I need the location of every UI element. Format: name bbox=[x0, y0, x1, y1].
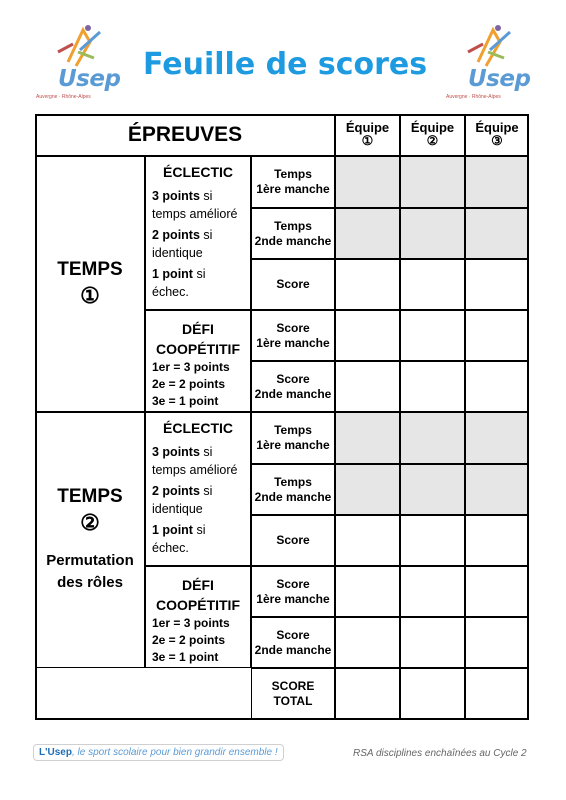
row-label-score: Score 2nde manche bbox=[251, 617, 335, 668]
team-number: ③ bbox=[491, 133, 503, 148]
category-subtitle: Permutation des rôles bbox=[46, 552, 134, 591]
logo-figure-icon bbox=[438, 22, 538, 72]
team-3-header bbox=[465, 114, 529, 156]
score-cell-team-2[interactable] bbox=[400, 515, 465, 566]
score-cell-team-3[interactable] bbox=[465, 412, 529, 464]
row-label-temps: Temps 1ère manche bbox=[251, 156, 335, 208]
page-title: Feuille de scores bbox=[143, 47, 428, 82]
logo-text: Usep bbox=[58, 66, 121, 92]
usep-logo-left bbox=[28, 22, 128, 100]
footer-brand: L'Usep bbox=[39, 747, 72, 758]
score-cell-team-3[interactable] bbox=[465, 566, 529, 617]
score-cell-team-1[interactable] bbox=[335, 259, 400, 310]
team-2-header bbox=[400, 114, 465, 156]
team-label: Équipe bbox=[410, 120, 455, 135]
points-line: 1er = 3 points bbox=[152, 616, 230, 630]
score-cell-team-1[interactable] bbox=[335, 361, 400, 412]
row-label-score: Score 1ère manche bbox=[251, 310, 335, 361]
row-label-score-total: SCORE TOTAL bbox=[251, 668, 335, 720]
score-cell-team-1[interactable] bbox=[335, 668, 400, 720]
team-1-header bbox=[335, 114, 400, 156]
points-line: 2e = 2 points bbox=[152, 377, 226, 391]
points-line: 3e = 1 point bbox=[152, 650, 219, 664]
eclectic-rules-1: ÉCLECTIC 3 points si temps amélioré 2 points si identique 1 point si échec. bbox=[145, 156, 251, 310]
score-table bbox=[35, 114, 529, 720]
points-line: 1er = 3 points bbox=[152, 360, 230, 374]
game-title: ÉCLECTIC bbox=[163, 420, 233, 436]
score-cell-team-3[interactable] bbox=[465, 668, 529, 720]
logo-text: Usep bbox=[468, 66, 531, 92]
category-title: TEMPS bbox=[57, 486, 123, 507]
logo-subtext: Auvergne · Rhône-Alpes bbox=[36, 94, 91, 100]
score-cell-team-2[interactable] bbox=[400, 310, 465, 361]
category-title: TEMPS bbox=[57, 259, 123, 280]
footer-slogan bbox=[33, 744, 284, 761]
logo-figure-icon bbox=[28, 22, 128, 72]
score-cell-team-3[interactable] bbox=[465, 361, 529, 412]
eclectic-rules-2: ÉCLECTIC 3 points si temps amélioré 2 points si identique 1 point si échec. bbox=[145, 412, 251, 566]
score-cell-team-2[interactable] bbox=[400, 617, 465, 668]
category-temps-1 bbox=[35, 156, 145, 412]
row-label-temps: Temps 2nde manche bbox=[251, 208, 335, 259]
category-number: ② bbox=[80, 510, 100, 535]
points-line: 2e = 2 points bbox=[152, 633, 226, 647]
score-cell-team-3[interactable] bbox=[465, 617, 529, 668]
score-cell-team-1[interactable] bbox=[335, 464, 400, 515]
team-number: ① bbox=[361, 133, 374, 148]
category-temps-2 bbox=[35, 412, 145, 668]
row-label-score: Score bbox=[251, 259, 335, 310]
score-cell-team-1[interactable] bbox=[335, 208, 400, 259]
score-cell-team-1[interactable] bbox=[335, 310, 400, 361]
footer-reference: RSA disciplines enchaînées au Cycle 2 bbox=[353, 748, 527, 759]
score-cell-team-3[interactable] bbox=[465, 515, 529, 566]
row-label-temps: Temps 1ère manche bbox=[251, 412, 335, 464]
category-number: ① bbox=[80, 283, 100, 308]
score-cell-team-2[interactable] bbox=[400, 668, 465, 720]
usep-logo-right bbox=[438, 22, 538, 100]
score-cell-team-2[interactable] bbox=[400, 259, 465, 310]
team-label: Équipe bbox=[345, 120, 390, 135]
score-cell-team-2[interactable] bbox=[400, 156, 465, 208]
score-cell-team-1[interactable] bbox=[335, 566, 400, 617]
score-cell-team-3[interactable] bbox=[465, 156, 529, 208]
defi-rules-2 bbox=[145, 566, 251, 668]
game-title: ÉCLECTIC bbox=[163, 164, 233, 180]
footer-tagline: , le sport scolaire pour bien grandir ensemble ! bbox=[71, 747, 278, 758]
team-number: ② bbox=[426, 133, 439, 148]
score-cell-team-1[interactable] bbox=[335, 156, 400, 208]
score-cell-team-3[interactable] bbox=[465, 464, 529, 515]
score-cell-team-3[interactable] bbox=[465, 259, 529, 310]
score-cell-team-2[interactable] bbox=[400, 361, 465, 412]
score-cell-team-3[interactable] bbox=[465, 208, 529, 259]
score-cell-team-1[interactable] bbox=[335, 617, 400, 668]
defi-rules-1 bbox=[145, 310, 251, 412]
logo-subtext: Auvergne · Rhône-Alpes bbox=[446, 94, 501, 100]
score-cell-team-2[interactable] bbox=[400, 412, 465, 464]
score-cell-team-2[interactable] bbox=[400, 566, 465, 617]
team-label: Équipe bbox=[475, 120, 519, 135]
points-line: 3e = 1 point bbox=[152, 394, 219, 408]
row-label-score: Score 1ère manche bbox=[251, 566, 335, 617]
score-cell-team-1[interactable] bbox=[335, 515, 400, 566]
row-label-temps: Temps 2nde manche bbox=[251, 464, 335, 515]
game-title: COOPÉTITIF bbox=[156, 341, 240, 357]
epreuves-header: ÉPREUVES bbox=[35, 114, 335, 156]
score-cell-team-1[interactable] bbox=[335, 412, 400, 464]
score-cell-team-2[interactable] bbox=[400, 464, 465, 515]
row-label-score: Score bbox=[251, 515, 335, 566]
game-title: DÉFI bbox=[182, 577, 214, 593]
score-cell-team-3[interactable] bbox=[465, 310, 529, 361]
row-label-score: Score 2nde manche bbox=[251, 361, 335, 412]
score-cell-team-2[interactable] bbox=[400, 208, 465, 259]
game-title: DÉFI bbox=[182, 321, 214, 337]
game-title: COOPÉTITIF bbox=[156, 597, 240, 613]
